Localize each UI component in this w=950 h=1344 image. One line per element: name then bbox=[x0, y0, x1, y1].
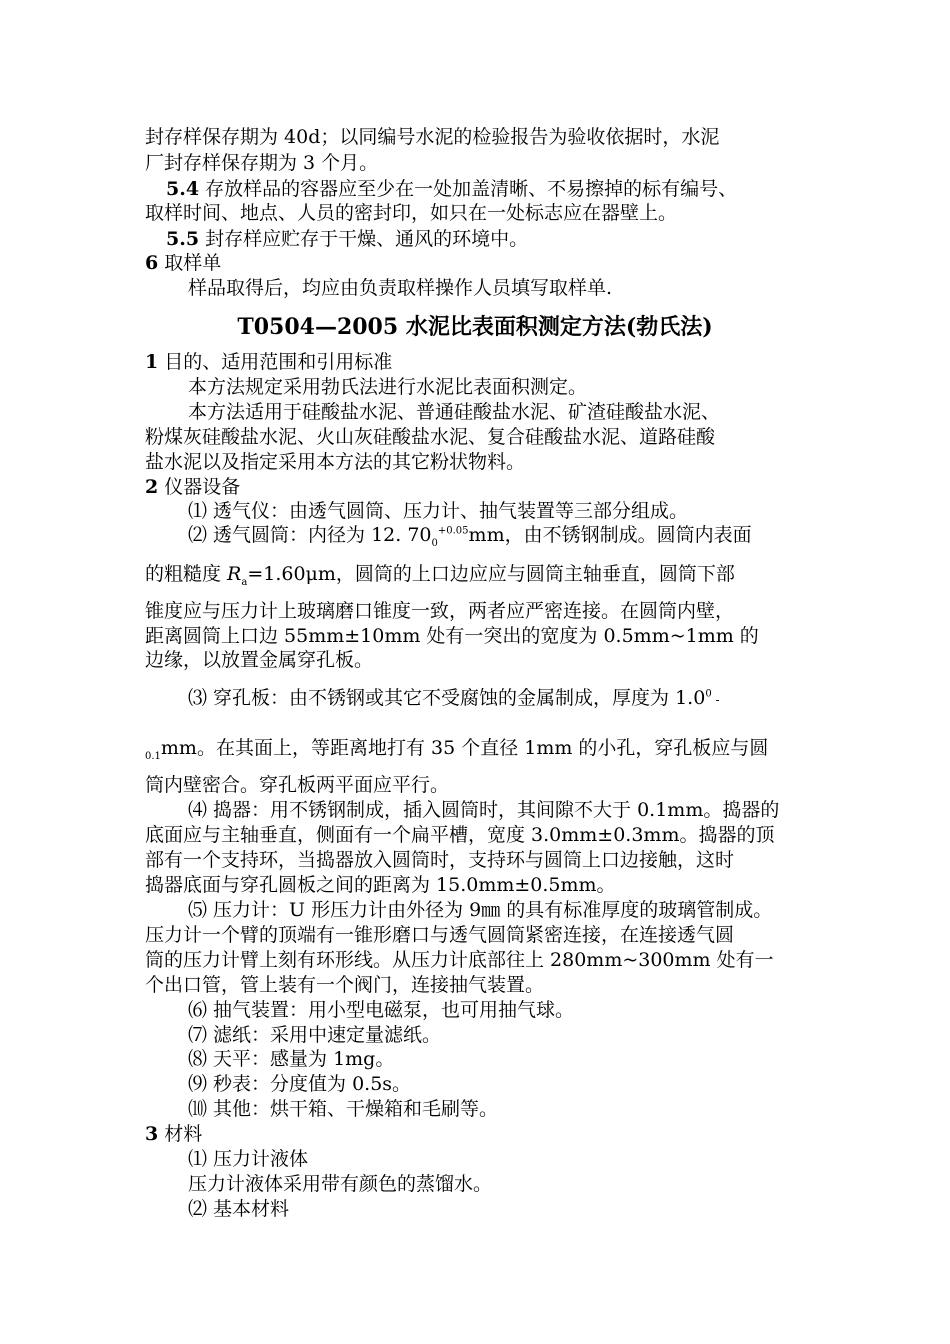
text-run: 的粗糙度 bbox=[145, 563, 228, 585]
list-item: ⑼ 秒表：分度值为 0.5s。 bbox=[188, 1073, 412, 1095]
section-number: 1 bbox=[145, 351, 159, 373]
text-line: 压力计液体采用带有颜色的蒸馏水。 bbox=[188, 1173, 493, 1195]
section-text: 存放样品的容器应至少在一处加盖清晰、不易擦掉的标有编号、 bbox=[199, 178, 738, 200]
symbol-R: R bbox=[227, 563, 242, 585]
section-1-heading bbox=[145, 349, 392, 375]
list-item: ⑺ 滤纸：采用中速定量滤纸。 bbox=[188, 1024, 442, 1046]
text-line bbox=[145, 735, 768, 761]
text-line: 封存样保存期为 40d；以同编号水泥的检验报告为验收依据时，水泥 bbox=[145, 126, 720, 148]
section-2-heading bbox=[145, 474, 240, 500]
text-line: 本方法适用于硅酸盐水泥、普通硅酸盐水泥、矿渣硅酸盐水泥、 bbox=[188, 401, 721, 423]
text-line: 压力计一个臂的顶端有一锥形磨口与透气圆筒紧密连接，在连接透气圆 bbox=[145, 924, 735, 946]
list-item: ⑽ 其他：烘干箱、干燥箱和毛刷等。 bbox=[188, 1098, 499, 1120]
section-text: 封存样应贮存于干燥、通风的环境中。 bbox=[199, 228, 529, 250]
text-line: 个出口管，管上装有一个阀门，连接抽气装置。 bbox=[145, 974, 545, 996]
list-item: ⑵ 基本材料 bbox=[188, 1198, 290, 1220]
text-line: 样品取得后，均应由负责取样操作人员填写取样单. bbox=[188, 277, 613, 299]
section-6-heading bbox=[145, 250, 221, 276]
text-run: =1.60μm，圆筒的上口边应应与圆筒主轴垂直，圆筒下部 bbox=[247, 563, 735, 585]
text-line: 取样时间、地点、人员的密封印，如只在一处标志应在器壁上。 bbox=[145, 202, 678, 224]
subscript: 0 bbox=[431, 537, 438, 549]
list-item bbox=[188, 522, 752, 548]
subscript: a bbox=[241, 576, 248, 588]
section-number: 2 bbox=[145, 476, 159, 498]
text-line: 距离圆筒上口边 55mm±10mm 处有一突出的宽度为 0.5mm~1mm 的 bbox=[145, 625, 759, 647]
text-line: 本方法规定采用勃氏法进行水泥比表面积测定。 bbox=[188, 376, 588, 398]
section-text: 材料 bbox=[158, 1123, 203, 1145]
text-line: 锥度应与压力计上玻璃磨口锥度一致，两者应严密连接。在圆筒内壁， bbox=[145, 600, 735, 622]
section-text: 取样单 bbox=[158, 252, 222, 274]
section-number: 6 bbox=[145, 252, 159, 274]
text-run: mm，由不锈钢制成。圆筒内表面 bbox=[468, 524, 752, 546]
list-item bbox=[188, 685, 720, 713]
subscript: 0.1 bbox=[145, 750, 161, 762]
text-run: - bbox=[711, 693, 720, 707]
section-number: 5.4 bbox=[166, 178, 200, 200]
text-run: mm。在其面上，等距离地打有 35 个直径 1mm 的小孔，穿孔板应与圆 bbox=[160, 737, 769, 759]
list-item: ⑸ 压力计：U 形压力计由外径为 9㎜ 的具有标准厚度的玻璃管制成。 bbox=[188, 899, 773, 921]
superscript: +0.05 bbox=[437, 525, 469, 537]
list-item: ⑻ 天平：感量为 1mg。 bbox=[188, 1048, 395, 1070]
text-line: 部有一个支持环，当捣器放入圆筒时，支持环与圆筒上口边接触，这时 bbox=[145, 849, 735, 871]
text-line: 盐水泥以及指定采用本方法的其它粉状物料。 bbox=[145, 451, 526, 473]
text-run: ⑵ 透气圆筒：内径为 12. 70 bbox=[188, 524, 432, 546]
text-line bbox=[145, 561, 735, 587]
superscript: 0 bbox=[705, 688, 712, 700]
list-item: ⑴ 压力计液体 bbox=[188, 1148, 309, 1170]
text-run: ⑶ 穿孔板：由不锈钢或其它不受腐蚀的金属制成，厚度为 1.0 bbox=[188, 687, 706, 709]
list-item: ⑹ 抽气装置：用小型电磁泵，也可用抽气球。 bbox=[188, 999, 575, 1021]
section-text: 仪器设备 bbox=[158, 476, 241, 498]
text-line: 边缘，以放置金属穿孔板。 bbox=[145, 649, 374, 671]
text-line: 粉煤灰硅酸盐水泥、火山灰硅酸盐水泥、复合硅酸盐水泥、道路硅酸 bbox=[145, 426, 716, 448]
section-number: 3 bbox=[145, 1123, 159, 1145]
list-item: ⑷ 捣器：用不锈钢制成，插入圆筒时，其间隙不大于 0.1mm。捣器的 bbox=[188, 799, 780, 821]
text-line: 厂封存样保存期为 3 个月。 bbox=[145, 152, 379, 174]
text-line: 筒内壁密合。穿孔板两平面应平行。 bbox=[145, 774, 450, 796]
text-line: 捣器底面与穿孔圆板之间的距离为 15.0mm±0.5mm。 bbox=[145, 874, 616, 896]
list-item: ⑴ 透气仪：由透气圆筒、压力计、抽气装置等三部分组成。 bbox=[188, 500, 689, 522]
section-text: 目的、适用范围和引用标准 bbox=[158, 351, 393, 373]
section-3-heading bbox=[145, 1121, 202, 1147]
section-5-4 bbox=[166, 176, 737, 202]
section-number: 5.5 bbox=[166, 228, 200, 250]
text-line: 底面应与主轴垂直，侧面有一个扁平槽，宽度 3.0mm±0.3mm。捣器的顶 bbox=[145, 824, 775, 846]
method-title: T0504—2005 水泥比表面积测定方法(勃氏法) bbox=[237, 314, 713, 340]
text-line: 筒的压力计臂上刻有环形线。从压力计底部往上 280mm~300mm 处有一 bbox=[145, 949, 774, 971]
section-5-5 bbox=[166, 226, 528, 252]
